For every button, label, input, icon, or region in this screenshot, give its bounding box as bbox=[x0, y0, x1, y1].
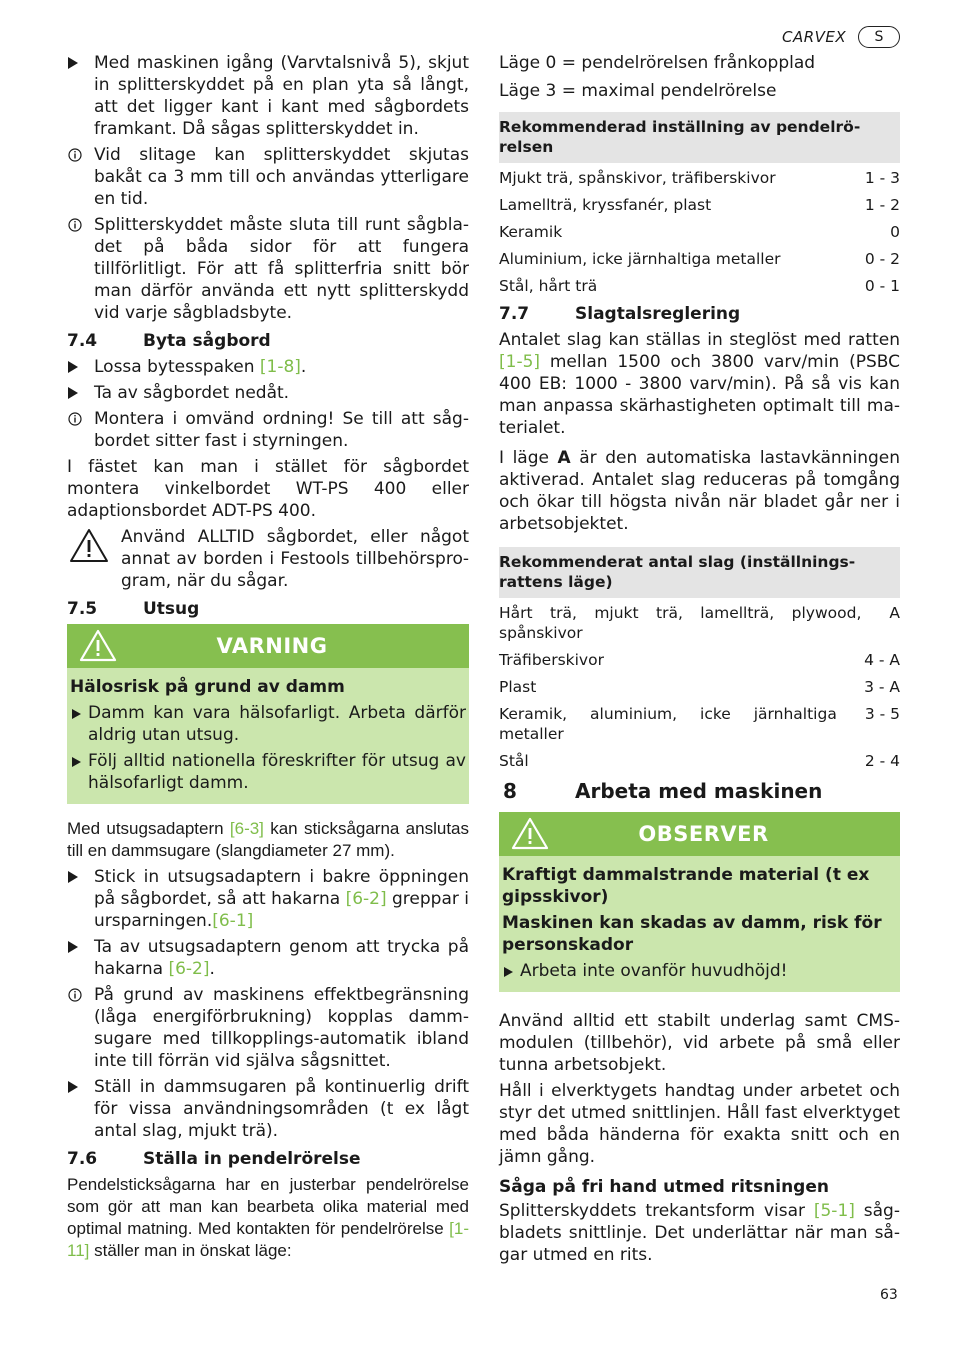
list-item: Arbeta inte ovanför huvudhöjd! bbox=[502, 960, 897, 982]
figure-reference: [1-8] bbox=[259, 357, 301, 377]
section-heading-7-7: 7.7 Slagtalsreglering bbox=[499, 304, 741, 324]
info-item: På grund av maskinens effektbegränsning (låga energiförbrukning) kopplas dammsugare med tillkopplings-automatik ibland inte till förrän vid själva sågsnittet. bbox=[67, 984, 469, 1072]
info-item: Splitterskyddet måste sluta till runt sågbladet på båda sidor för att fungera tillförlitligt. För att få splitterfria snitt bör man därför använda ett nytt splitterskydd vid varje sågbladsbyte. bbox=[67, 214, 469, 324]
arrow-bullet-icon bbox=[504, 967, 513, 977]
list-item: Lossa bytesspaken [1-8]. bbox=[67, 356, 469, 378]
list-item: Damm kan vara hälsofarligt. Arbeta därför aldrig utan utsug. bbox=[70, 702, 466, 746]
info-icon bbox=[68, 144, 84, 166]
info-item: Montera i omvänd ordning! Se till att sågbordet sitter fast i styrningen. bbox=[67, 408, 469, 452]
paragraph: Splitterskyddets trekantsform visar [5-1] sågbladets snittlinje. Det underlättar när man sågar utmed en rits. bbox=[499, 1201, 900, 1265]
figure-reference: [5-1] bbox=[813, 1201, 855, 1221]
figure-reference: [6-1] bbox=[212, 911, 254, 931]
table-row: Stål 2 - 4 bbox=[499, 752, 900, 770]
warning-box-body bbox=[67, 668, 469, 804]
arrow-bullet-icon bbox=[68, 936, 84, 958]
observe-box-heading: Maskinen kan skadas av damm, risk för personskador bbox=[502, 913, 882, 955]
arrow-bullet-icon bbox=[68, 866, 84, 888]
figure-reference: [6-3] bbox=[229, 819, 264, 838]
warning-box-title: VARNING bbox=[216, 634, 328, 658]
info-icon bbox=[68, 408, 84, 430]
table-row: Aluminium, icke järnhaltiga metaller 0 - 2 bbox=[499, 250, 900, 268]
right-column bbox=[499, 52, 900, 1270]
list-item: Ta av utsugsadaptern genom att trycka på hakarna [6-2]. bbox=[67, 936, 469, 980]
figure-reference: [6-2] bbox=[345, 889, 387, 909]
page-number: 63 bbox=[880, 1287, 898, 1303]
paragraph: I läge A är den automatiska lastavkänningen aktiverad. Antalet slag reduceras på tomgång och ökar till högsta nivån när bladet går ner i arbetsobjektet. bbox=[499, 448, 900, 534]
observe-box bbox=[499, 812, 900, 992]
figure-reference: [6-2] bbox=[168, 959, 210, 979]
paragraph: Håll i elverktygets handtag under arbetet och styr det utmed snittlinjen. Håll fast elverktyget med båda händerna för exakta snitt och en jämn gång. bbox=[499, 1081, 900, 1167]
info-icon bbox=[68, 214, 84, 236]
list-item: Ta av sågbordet nedåt. bbox=[67, 382, 469, 404]
arrow-bullet-icon bbox=[72, 757, 81, 767]
list-item: Stick in utsugsadaptern i bakre öppningen på sågbordet, så att hakarna [6-2] greppar i ursparningen.[6-1] bbox=[67, 866, 469, 932]
subheading: Såga på fri hand utmed ritsningen bbox=[499, 1177, 829, 1197]
mode-line: Läge 3 = maximal pendelrörelse bbox=[499, 81, 777, 101]
info-item: Vid slitage kan splitterskyddet skjutas bakåt ca 3 mm till och användas ytterligare en tid. bbox=[67, 144, 469, 210]
section-heading-7-4: 7.4 Byta sågbord bbox=[67, 331, 271, 351]
paragraph: I fästet kan man i stället för sågbordet montera vinkelbordet WT-PS 400 eller adaptionsbordet ADT-PS 400. bbox=[67, 457, 469, 521]
arrow-bullet-icon bbox=[68, 1076, 84, 1098]
table-row: Plast 3 - A bbox=[499, 678, 900, 696]
chapter-heading-8: 8 Arbeta med maskinen bbox=[503, 779, 823, 803]
figure-reference: [1-11] bbox=[67, 1219, 469, 1260]
observe-box-title: OBSERVER bbox=[638, 822, 769, 846]
section-heading-7-6: 7.6 Ställa in pendelrörelse bbox=[67, 1149, 361, 1169]
warning-note: Använd ALLTID sågbordet, eller något annat av borden i Festools tillbehörsprogram, när du sågar. bbox=[67, 526, 469, 592]
table-row: Stål, hårt trä 0 - 1 bbox=[499, 277, 900, 295]
table-row: Hårt trä, mjukt trä, lamellträ, plywood, spånskivor A bbox=[499, 604, 900, 642]
arrow-bullet-icon bbox=[72, 709, 81, 719]
paragraph: Med utsugsadaptern [6-3] kan sticksågarna anslutas till en dammsugare (slangdiameter 27 mm). bbox=[67, 819, 469, 860]
observe-box-heading: Kraftigt dammalstrande material (t ex gipsskivor) bbox=[502, 865, 870, 907]
table-row: Mjukt trä, spånskivor, träfiberskivor 1 - 3 bbox=[499, 169, 900, 187]
warning-triangle-icon bbox=[69, 528, 109, 564]
table-row: Träfiberskivor 4 - A bbox=[499, 651, 900, 669]
warning-box-header bbox=[67, 624, 469, 668]
table-row: Lamellträ, kryssfanér, plast 1 - 2 bbox=[499, 196, 900, 214]
table-row: Keramik, aluminium, icke järnhaltiga metaller 3 - 5 bbox=[499, 705, 900, 743]
paragraph: Pendelsticksågarna har en justerbar pendelrörelse som gör att man kan bearbeta olika material med optimal matning. Med kontakten för pendelrörelse [1-11] ställer man in önskat läge: bbox=[67, 1175, 469, 1260]
paragraph: Använd alltid ett stabilt underlag samt CMS-modulen (tillbehör), vid arbete på små eller tunna arbetsobjekt. bbox=[499, 1011, 900, 1075]
figure-reference: [1-5] bbox=[499, 352, 541, 372]
table-row: Keramik 0 bbox=[499, 223, 900, 241]
list-item: Med maskinen igång (Varvtalsnivå 5), skjut in splitterskyddet på en plan yta så långt, att det ligger kant i kant med sågbordets framkant. Då sågas splitterskyddet in. bbox=[67, 52, 469, 140]
info-icon bbox=[68, 984, 84, 1006]
arrow-bullet-icon bbox=[68, 356, 84, 378]
section-heading-7-5: 7.5 Utsug bbox=[67, 599, 200, 619]
mode-line: Läge 0 = pendelrörelsen frånkopplad bbox=[499, 53, 816, 73]
table-heading: Rekommenderat antal slag (inställningsrattens läge) bbox=[499, 547, 900, 598]
paragraph: Antalet slag kan ställas in steglöst med ratten [1-5] mellan 1500 och 3800 varv/min (PSBC 400 EB: 1000 - 3800 varv/min). På så vis kan man anpassa skärhastigheten optimalt till materialet. bbox=[499, 330, 900, 438]
header-brand: CARVEX bbox=[782, 28, 847, 46]
warning-box bbox=[67, 624, 469, 804]
warning-box-heading: Hälosrisk på grund av damm bbox=[70, 677, 345, 697]
list-item: Följ alltid nationella föreskrifter för utsug av hälsofarligt damm. bbox=[70, 750, 466, 794]
language-badge: S bbox=[858, 26, 900, 48]
list-item: Ställ in dammsugaren på kontinuerlig drift för vissa användningsområden (t ex lågt antal slag, mjukt trä). bbox=[67, 1076, 469, 1142]
observe-box-header bbox=[499, 812, 900, 856]
arrow-bullet-icon bbox=[68, 52, 84, 74]
arrow-bullet-icon bbox=[68, 382, 84, 404]
observe-box-body bbox=[499, 856, 900, 992]
table-heading: Rekommenderad inställning av pendelrörelsen bbox=[499, 112, 900, 163]
left-column bbox=[67, 52, 469, 1266]
